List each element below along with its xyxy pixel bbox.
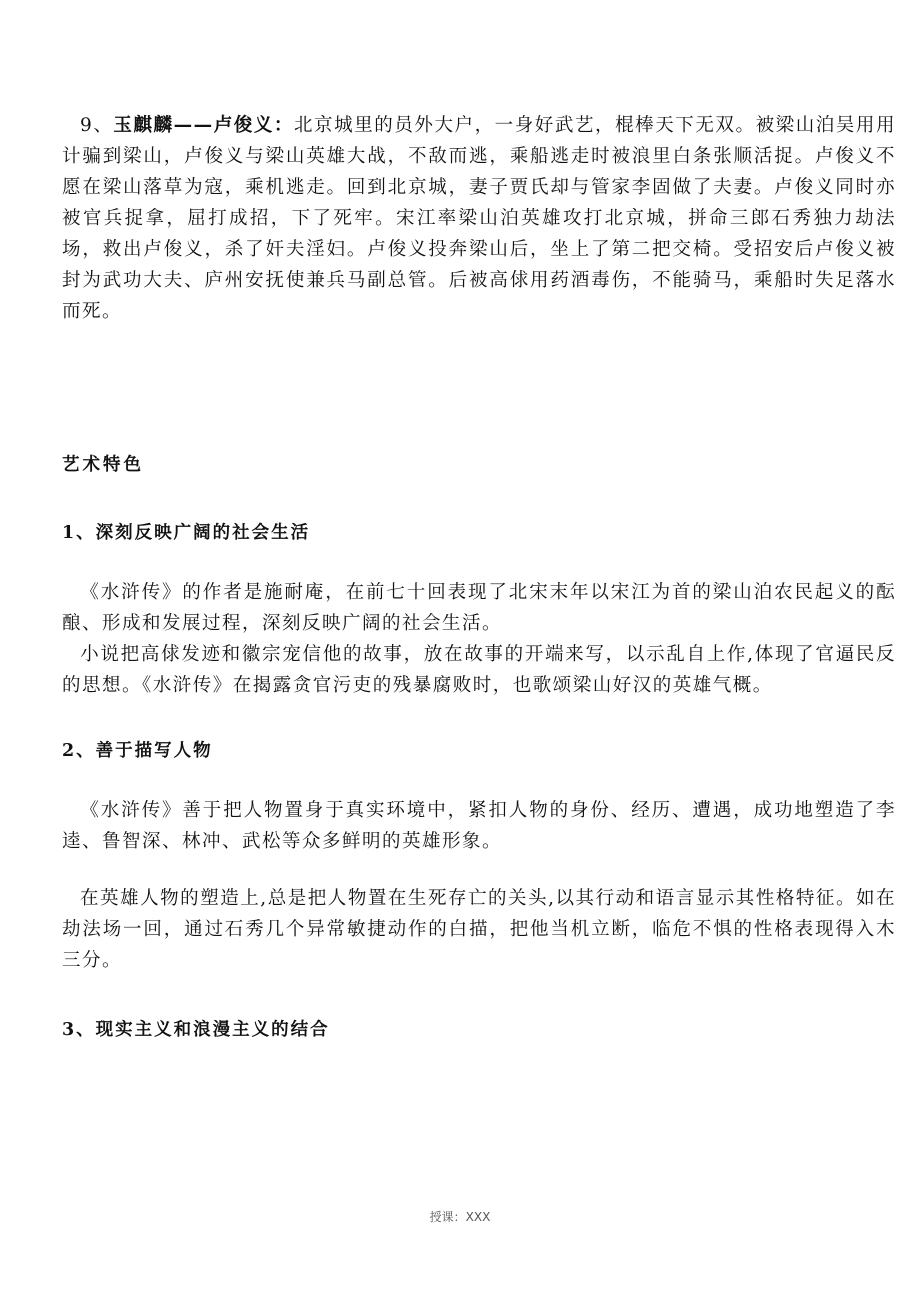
point-2-heading: 2、善于描写人物 [62, 741, 213, 761]
point-2-text-1: 《水浒传》善于把人物置身于真实环境中，紧扣人物的身份、经历、遭遇，成功地塑造了李逵、鲁智深、林冲、武松等众多鲜明的英雄形象。 [62, 800, 896, 852]
point-1-text-1: 《水浒传》的作者是施耐庵，在前七十回表现了北宋末年以宋江为首的梁山泊农民起义的酝酿、形成和发展过程，深刻反映广阔的社会生活。 [62, 582, 896, 634]
point-1-heading: 1、深刻反映广阔的社会生活 [62, 523, 311, 543]
point-1-paragraph-1 [62, 577, 896, 639]
art-title: 艺术特色 [62, 455, 144, 475]
section-9-text: 北京城里的员外大户，一身好武艺，棍棒天下无双。被梁山泊吴用用计骗到梁山，卢俊义与梁山英雄大战，不敌而逃，乘船逃走时被浪里白条张顺活捉。卢俊义不愿在梁山落草为寇，乘机逃走。回到北京城，妻子贾氏却与管家李固做了夫妻。卢俊义同时亦被官兵捉拿，屈打成招，下了死牢。宋江率梁山泊英雄攻打北京城，拼命三郎石秀独力劫法场，救出卢俊义，杀了奸夫淫妇。卢俊义投奔梁山后，坐上了第二把交椅。受招安后卢俊义被封为武功大夫、庐州安抚使兼兵马副总管。后被高俅用药酒毒伤，不能骑马，乘船时失足落水而死。 [62, 115, 896, 322]
document-page [62, 110, 896, 1041]
point-2-text-2: 在英雄人物的塑造上,总是把人物置在生死存亡的关头,以其行动和语言显示其性格特征。如在劫法场一回，通过石秀几个异常敏捷动作的白描，把他当机立断，临危不惧的性格表现得入木三分。 [62, 888, 896, 971]
point-1-text-2: 小说把高俅发迹和徽宗宠信他的故事，放在故事的开端来写，以示乱自上作,体现了官逼民反的思想。《水浒传》在揭露贪官污吏的残暴腐败时，也歌颂梁山好汉的英雄气概。 [62, 644, 896, 696]
point-2-paragraph-2 [62, 883, 896, 976]
point-3-heading: 3、现实主义和浪漫主义的结合 [62, 1020, 330, 1040]
point-2-paragraph-1 [62, 795, 896, 857]
section-9-paragraph [62, 110, 896, 327]
section-9-name: 玉麒麟——卢俊义： [113, 115, 294, 136]
page-footer: 授课：XXX [429, 1210, 491, 1224]
section-9-number: 9、 [80, 115, 114, 136]
point-1-paragraph-2 [62, 639, 896, 701]
